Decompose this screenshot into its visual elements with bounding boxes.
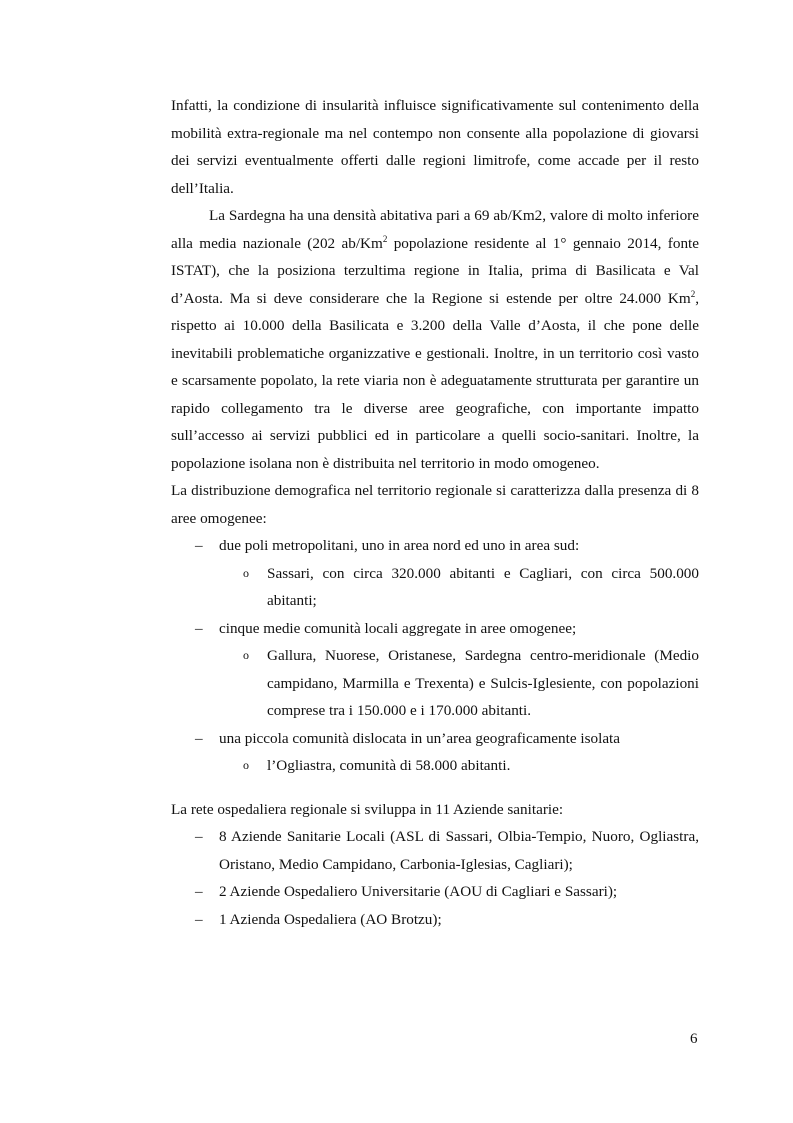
list-item	[171, 823, 699, 878]
circle-bullet-icon: o	[243, 758, 249, 772]
list-item	[171, 906, 699, 934]
sub-list-item-text: l’Ogliastra, comunità di 58.000 abitanti.	[267, 757, 511, 774]
circle-bullet-icon: o	[243, 565, 249, 580]
density-text-c: , rispetto ai 10.000 della Basilicata e 3.200 della Valle d’Aosta, il che pone delle inevitabili problematiche organizzative e gestionali. Inoltre, in un territorio così vasto e scarsamente popolato, la rete viaria non è adeguatamente strutturata per garantire un rapido collegamento tra le diverse aree geografiche, con importante impatto sull’accesso ai servizi pubblici ed in particolare a quelli socio-sanitari. Inoltre, la popolazione isolana non è distribuita nel territorio in modo omogeneo.	[171, 289, 699, 472]
dash-bullet-icon: –	[195, 729, 203, 747]
sub-list-item	[171, 642, 699, 725]
list-item	[171, 532, 699, 560]
spacer	[171, 780, 699, 796]
sub-list-item-text: Sassari, con circa 320.000 abitanti e Cagliari, con circa 500.000 abitanti;	[267, 564, 699, 609]
sub-list-item	[171, 752, 699, 780]
paragraph-density	[171, 202, 699, 477]
dash-bullet-icon: –	[195, 828, 203, 845]
body-text	[171, 92, 699, 933]
page-number: 6	[690, 1031, 698, 1047]
density-text-a: La Sardegna ha una densità abitativa pari a 69 ab/Km2, valore di molto inferiore alla media nazionale (202 ab/Km	[171, 207, 699, 252]
list-item-text: due poli metropolitani, uno in area nord ed uno in area sud:	[219, 537, 580, 554]
paragraph-distribution: La distribuzione demografica nel territorio regionale si caratterizza dalla presenza di 8 aree omogenee:	[171, 482, 699, 527]
dash-bullet-icon: –	[195, 537, 203, 554]
circle-bullet-icon: o	[243, 648, 249, 662]
paragraph-hospital-network: La rete ospedaliera regionale si sviluppa in 11 Aziende sanitarie:	[171, 800, 564, 818]
superscript-2-b: 2	[690, 288, 696, 299]
list-item-text: 2 Aziende Ospedaliero Universitarie (AOU di Cagliari e Sassari);	[219, 883, 618, 900]
list-item-text: 8 Aziende Sanitarie Locali (ASL di Sassari, Olbia-Tempio, Nuoro, Ogliastra, Oristano, Medio Campidano, Carbonia-Iglesias, Cagliari);	[219, 828, 699, 873]
list-item-text: 1 Azienda Ospedaliera (AO Brotzu);	[219, 910, 442, 928]
sub-list-item	[171, 560, 699, 615]
dash-bullet-icon: –	[195, 619, 203, 637]
list-item-text: una piccola comunità dislocata in un’area geograficamente isolata	[219, 729, 621, 747]
dash-bullet-icon: –	[195, 910, 203, 928]
superscript-2-a: 2	[382, 233, 388, 244]
paragraph-insularity: Infatti, la condizione di insularità influisce significativamente sul contenimento della mobilità extra-regionale ma nel contempo non consente alla popolazione di giovarsi dei servizi eventualmente offerti dalle regioni limitrofe, come accade per il resto dell’Italia.	[171, 97, 699, 197]
list-item-text: cinque medie comunità locali aggregate in aree omogenee;	[219, 619, 577, 637]
density-text-b: popolazione residente al 1° gennaio 2014, fonte ISTAT), che la posiziona terzultima regione in Italia, prima di Basilicata e Val d’Aosta. Ma si deve considerare che la Regione si estende per oltre 24.000 Km	[171, 234, 700, 307]
list-item	[171, 878, 699, 906]
list-item	[171, 725, 699, 753]
dash-bullet-icon: –	[195, 883, 203, 900]
list-item	[171, 615, 699, 643]
sub-list-item-text: Gallura, Nuorese, Oristanese, Sardegna centro-meridionale (Medio campidano, Marmilla e Trexenta) e Sulcis-Iglesiente, con popolazioni comprese tra i 150.000 e i 170.000 abitanti.	[267, 647, 699, 719]
